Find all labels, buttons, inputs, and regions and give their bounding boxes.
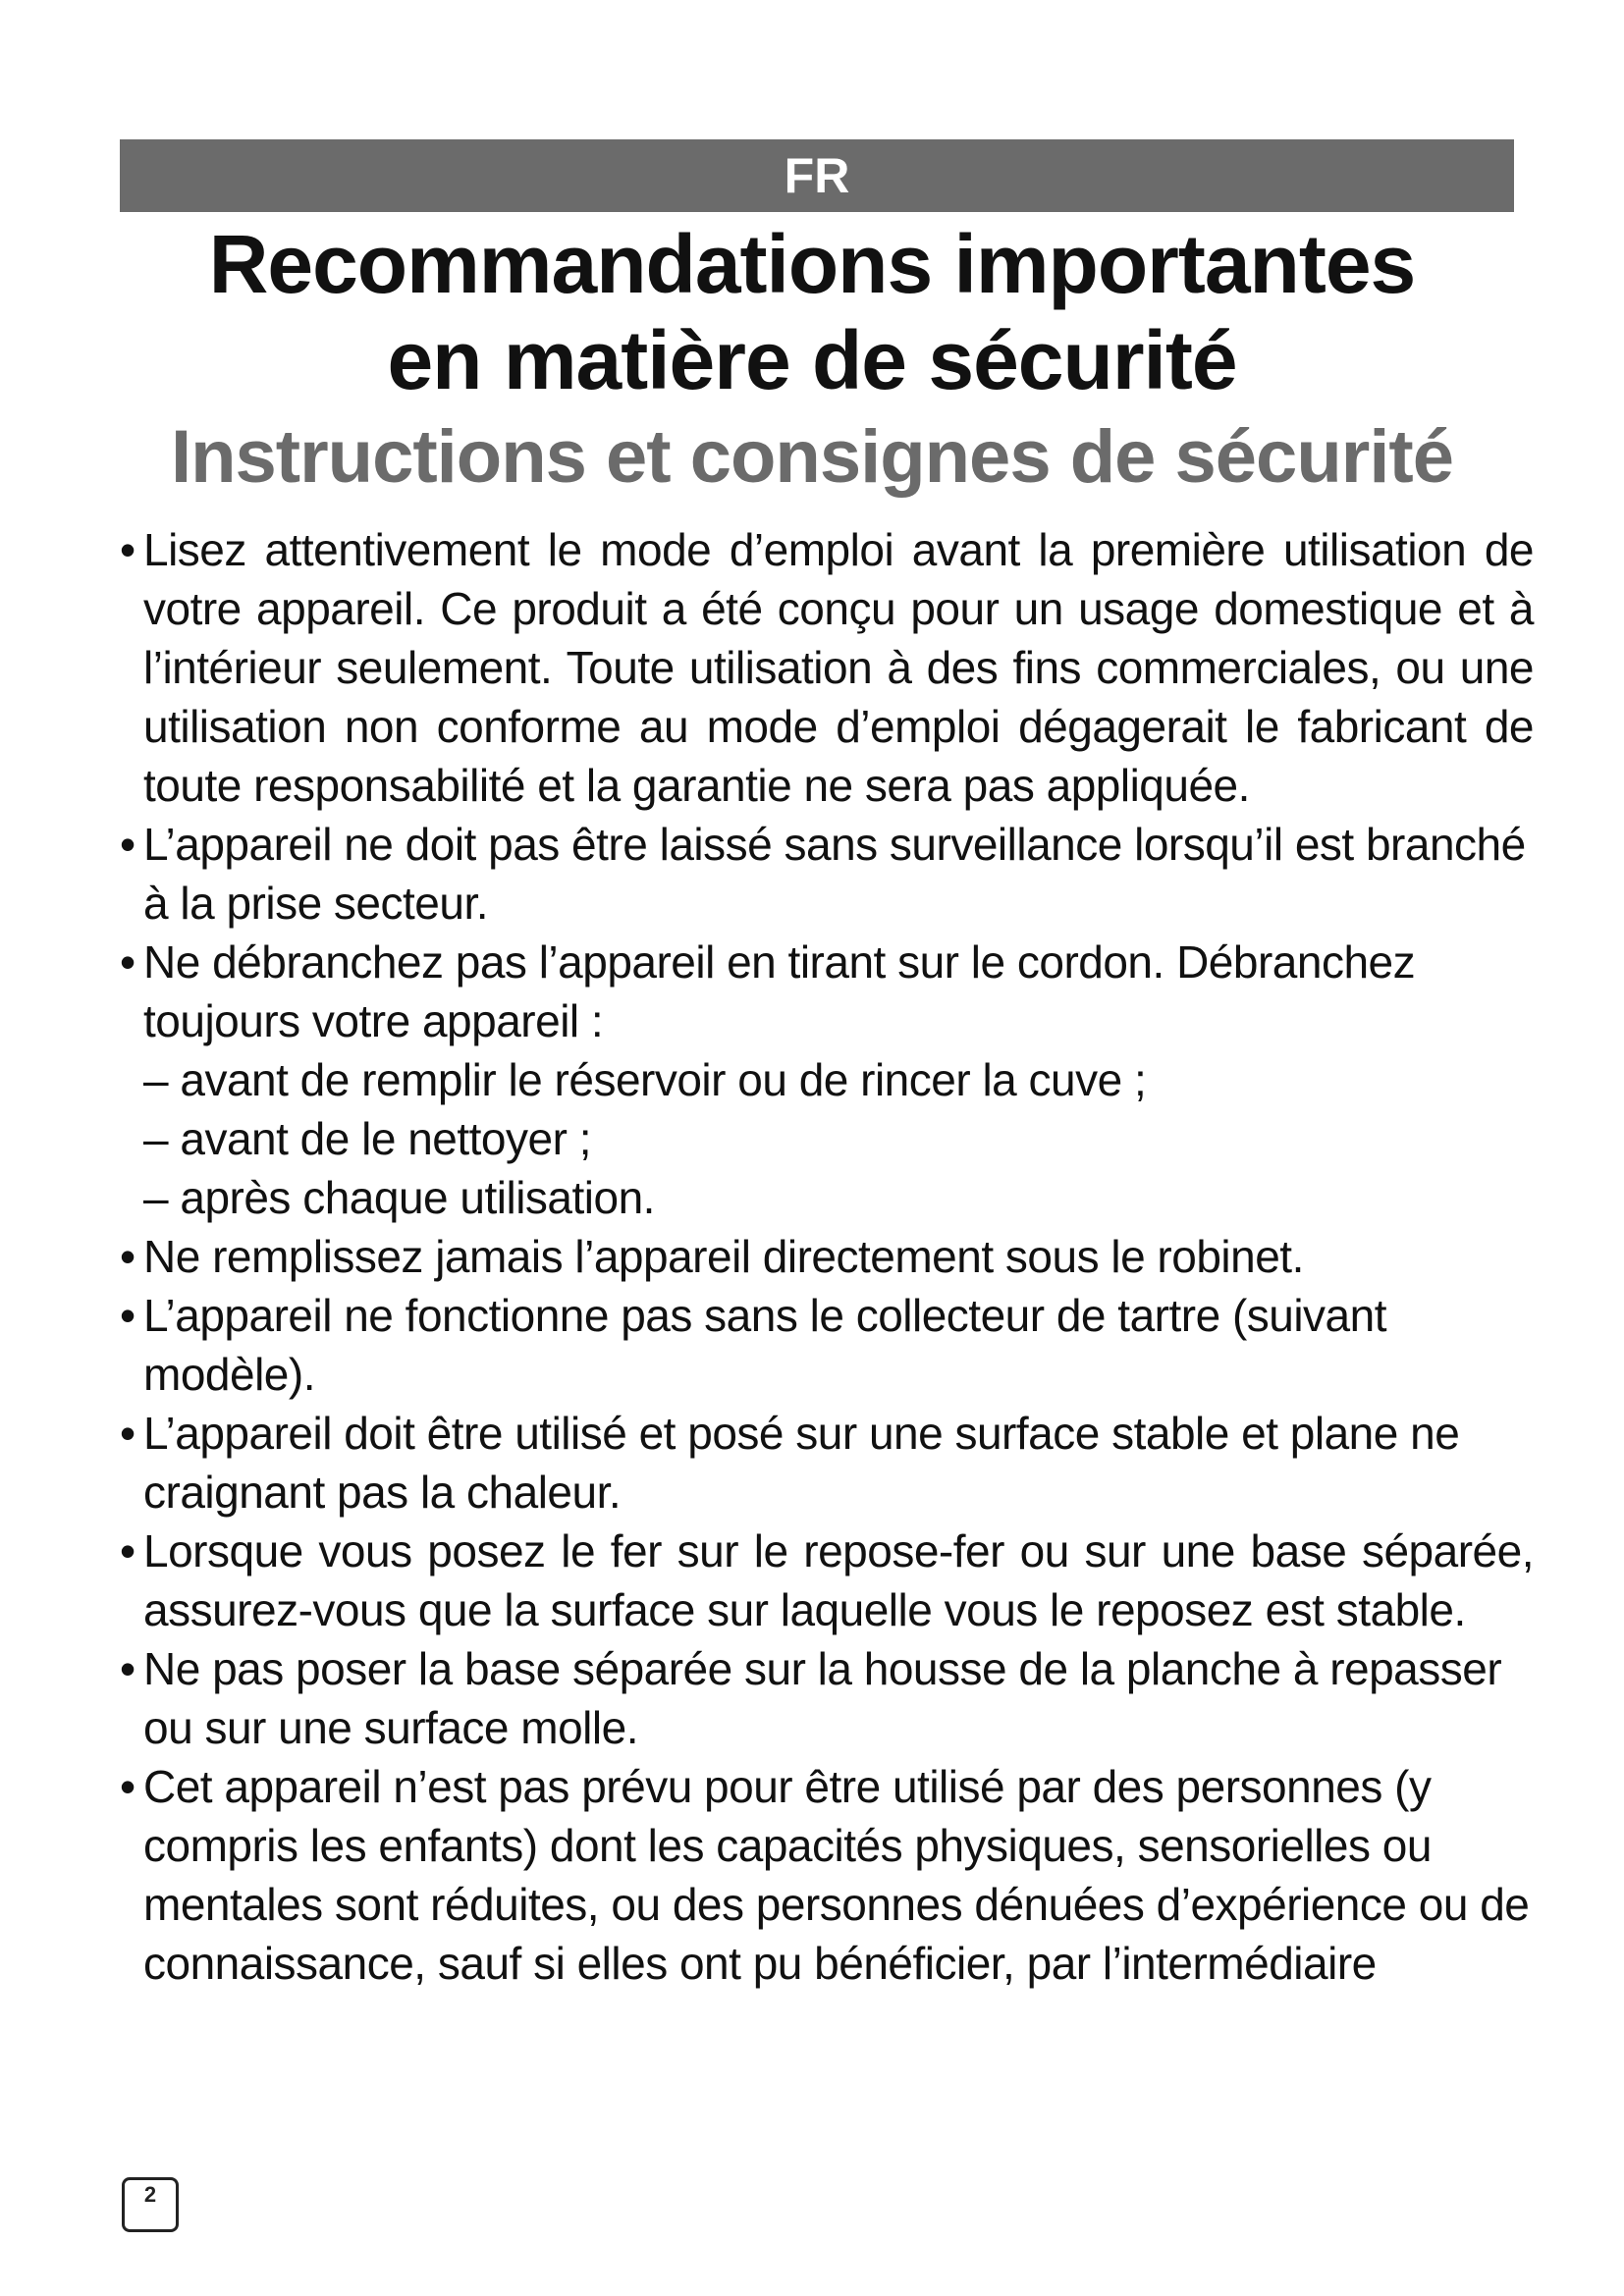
bullet-mark: • xyxy=(120,1643,135,1694)
sublist-item: – après chaque utilisation. xyxy=(143,1172,655,1223)
list-item-text: Ne remplissez jamais l’appareil directement sous le robinet. xyxy=(143,1231,1304,1282)
title-line-2: en matière de sécurité xyxy=(387,314,1237,406)
bullet-mark: • xyxy=(120,1408,135,1459)
sublist-item: – avant de le nettoyer ; xyxy=(143,1113,591,1164)
list-item-text: Cet appareil n’est pas prévu pour être utilisé par des personnes (y compris les enfants) dont les capacités physiques, sensorielles ou mentales sont réduites, ou des personnes dénuées d’expérience ou de connaissance, sauf si elles ont pu bénéficier, par l’intermédiaire xyxy=(143,1761,1530,1989)
list-item-text: Lorsque vous posez le fer sur le repose-fer ou sur une base séparée, assurez-vous que la surface sur laquelle vous le reposez est stable. xyxy=(143,1525,1534,1635)
list-item-text: L’appareil ne doit pas être laissé sans surveillance lorsqu’il est branché à la prise secteur. xyxy=(143,819,1526,929)
list-item-text: L’appareil doit être utilisé et posé sur une surface stable et plane ne craignant pas la chaleur. xyxy=(143,1408,1460,1518)
list-item xyxy=(120,520,1534,815)
list-item xyxy=(120,933,1534,1227)
bullet-mark: • xyxy=(120,1231,135,1282)
title-line-1: Recommandations importantes xyxy=(208,218,1416,310)
list-item-text: Ne pas poser la base séparée sur la housse de la planche à repasser ou sur une surface molle. xyxy=(143,1643,1502,1753)
bullet-mark: • xyxy=(120,1761,135,1812)
list-item xyxy=(120,1639,1534,1757)
bullet-mark: • xyxy=(120,936,135,988)
bullet-mark: • xyxy=(120,524,135,575)
bullet-mark: • xyxy=(120,1290,135,1341)
page-number: 2 xyxy=(122,2177,179,2232)
list-item xyxy=(120,1227,1534,1286)
language-tag-bar: FR xyxy=(120,139,1514,212)
list-item-text: Ne débranchez pas l’appareil en tirant sur le cordon. Débranchez toujours votre appareil : xyxy=(143,936,1416,1046)
list-item-text: Lisez attentivement le mode d’emploi avant la première utilisation de votre appareil. Ce produit a été conçu pour un usage domestique et à l’intérieur seulement. Toute utilisation à des fins commerciales, ou une utilisation non conforme au mode d’emploi dégagerait le fabricant de toute responsabilité et la garantie ne sera pas appliquée. xyxy=(143,524,1534,811)
list-item xyxy=(120,815,1534,933)
list-item xyxy=(120,1522,1534,1639)
instruction-list xyxy=(120,520,1534,1993)
list-item xyxy=(120,1286,1534,1404)
list-item-text: L’appareil ne fonctionne pas sans le collecteur de tartre (suivant modèle). xyxy=(143,1290,1387,1400)
safety-instructions xyxy=(120,520,1534,1993)
list-item xyxy=(120,1404,1534,1522)
unplug-sublist xyxy=(143,1050,1534,1227)
bullet-mark: • xyxy=(120,819,135,870)
bullet-mark: • xyxy=(120,1525,135,1576)
sublist-item: – avant de remplir le réservoir ou de rincer la cuve ; xyxy=(143,1054,1147,1105)
page-title xyxy=(98,216,1526,408)
list-item xyxy=(120,1757,1534,1993)
section-subtitle: Instructions et consignes de sécurité xyxy=(170,415,1454,499)
